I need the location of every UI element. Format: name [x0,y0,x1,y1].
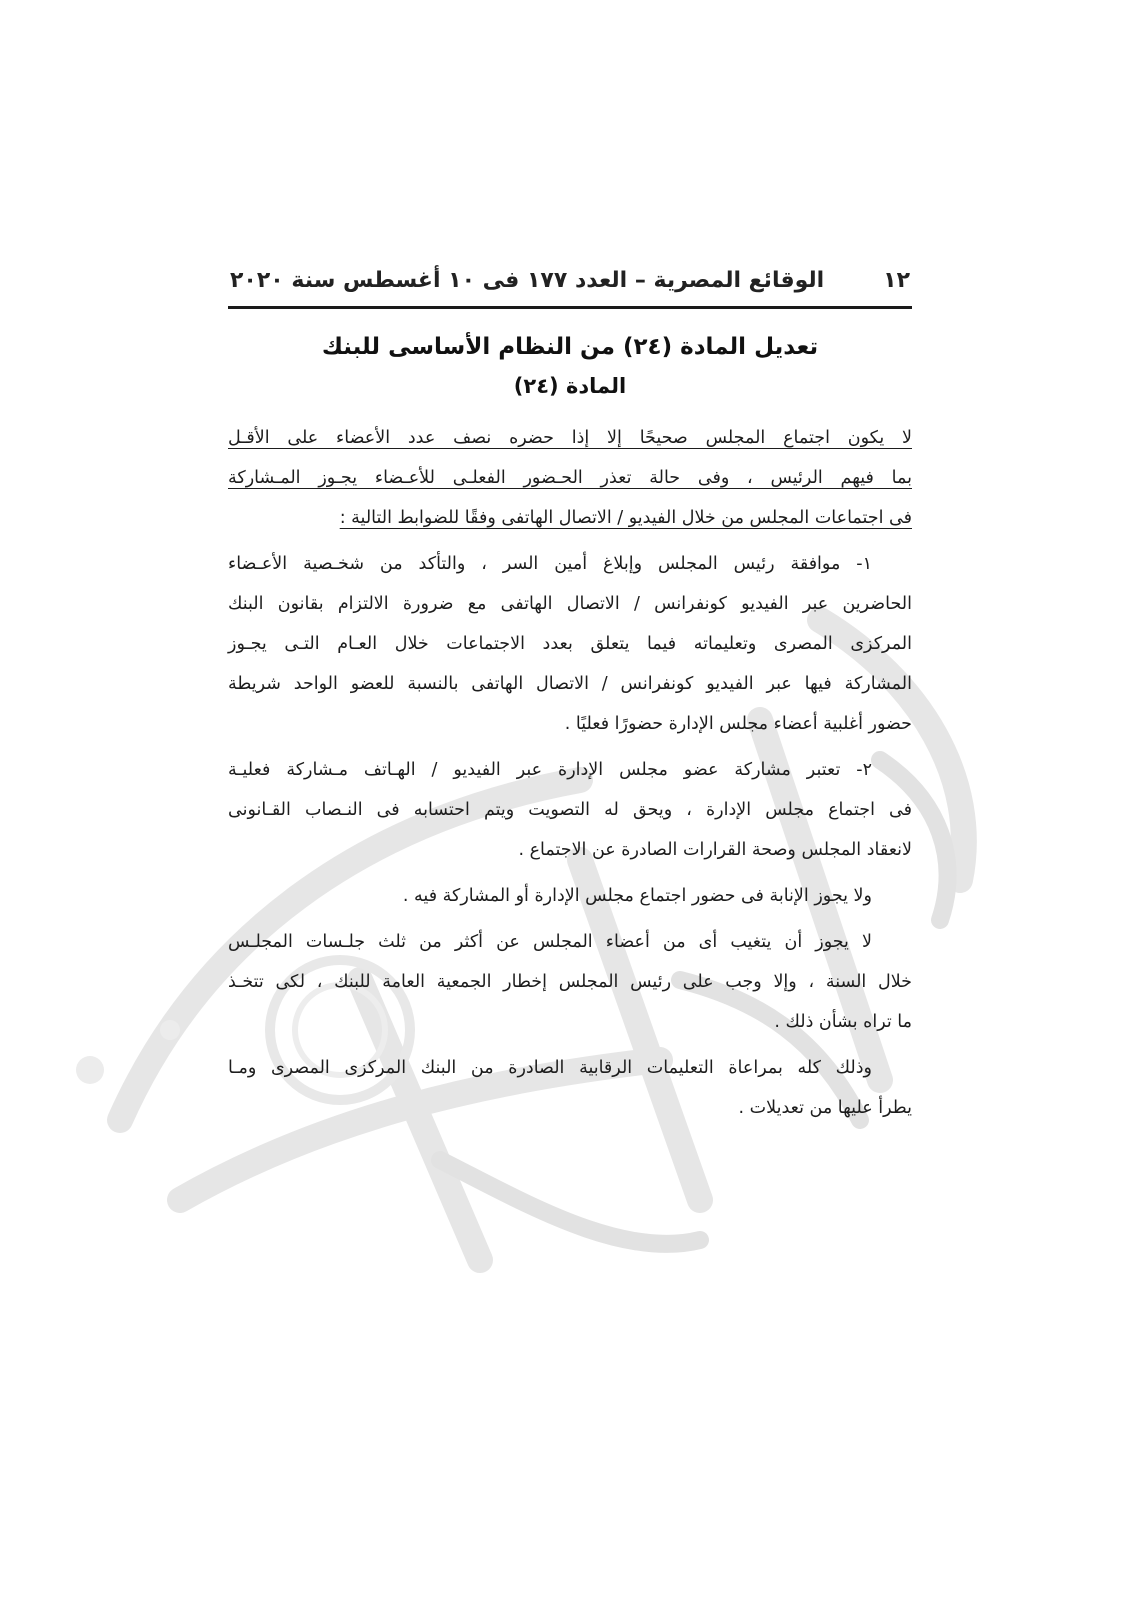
paragraph-absence [228,922,912,1042]
text-line: فى اجتماعات المجلس من خلال الفيديو / الاتصال الهاتفى وفقًا للضوابط التالية : [339,508,912,528]
paragraph-proxy [228,876,912,916]
paragraph-regulations [228,1048,912,1128]
document-title: تعديل المادة (٢٤) من النظام الأساسى للبنك [321,334,819,360]
text-line: لا يكون اجتماع المجلس صحيحًا إلا إذا حضره نصف عدد الأعضاء على الأقـل [228,428,912,448]
article-body [228,418,912,1128]
text-line: ٢- تعتبر مشاركة عضو مجلس الإدارة عبر الفيديو / الهـاتف مـشاركة فعليـة [228,760,872,780]
text-line: حضور أغلبية أعضاء مجلس الإدارة حضورًا فعليًا . [564,714,912,734]
text-line: الحاضرين عبر الفيديو كونفرانس / الاتصال الهاتفى مع ضرورة الالتزام بقانون البنك [228,594,912,614]
paragraph-intro [228,418,912,538]
paragraph-condition-1 [228,544,912,744]
text-line: بما فيهم الرئيس ، وفى حالة تعذر الحـضور الفعلـى للأعـضاء يجـوز المـشاركة [228,468,912,488]
text-line: يطرأ عليها من تعديلات . [738,1098,912,1118]
text-line: ما تراه بشأن ذلك . [774,1012,912,1032]
text-line: وذلك كله بمراعاة التعليمات الرقابية الصادرة من البنك المركزى المصرى ومـا [228,1058,872,1078]
text-line: المشاركة فيها عبر الفيديو كونفرانس / الاتصال الهاتفى بالنسبة للعضو الواحد شريطة [228,674,912,694]
publication-line: الوقائع المصرية – العدد ١٧٧ فى ١٠ أغسطس سنة ٢٠٢٠ [230,267,825,293]
article-heading: المادة (٢٤) [513,374,627,398]
text-line: المركزى المصرى وتعليماته فيما يتعلق بعدد الاجتماعات خلال العـام التـى يجـوز [228,634,912,654]
page-header [230,258,910,302]
text-line: فى اجتماع مجلس الإدارة ، ويحق له التصويت ويتم احتسابه فى النـصاب القـانونى [228,800,912,820]
paragraph-condition-2 [228,750,912,870]
text-line: لانعقاد المجلس وصحة القرارات الصادرة عن الاجتماع . [518,840,912,860]
header-divider [228,306,912,309]
page-number: ١٢ [883,267,910,293]
text-line: ولا يجوز الإنابة فى حضور اجتماع مجلس الإدارة أو المشاركة فيه . [402,886,872,906]
text-line: ١- موافقة رئيس المجلس وإبلاغ أمين السر ، والتأكد من شخـصية الأعـضاء [228,554,872,574]
text-line: لا يجوز أن يتغيب أى من أعضاء المجلس عن أكثر من ثلث جلـسات المجلـس [228,932,872,952]
text-line: خلال السنة ، وإلا وجب على رئيس المجلس إخطار الجمعية العامة للبنك ، لكى تتخـذ [228,972,912,992]
